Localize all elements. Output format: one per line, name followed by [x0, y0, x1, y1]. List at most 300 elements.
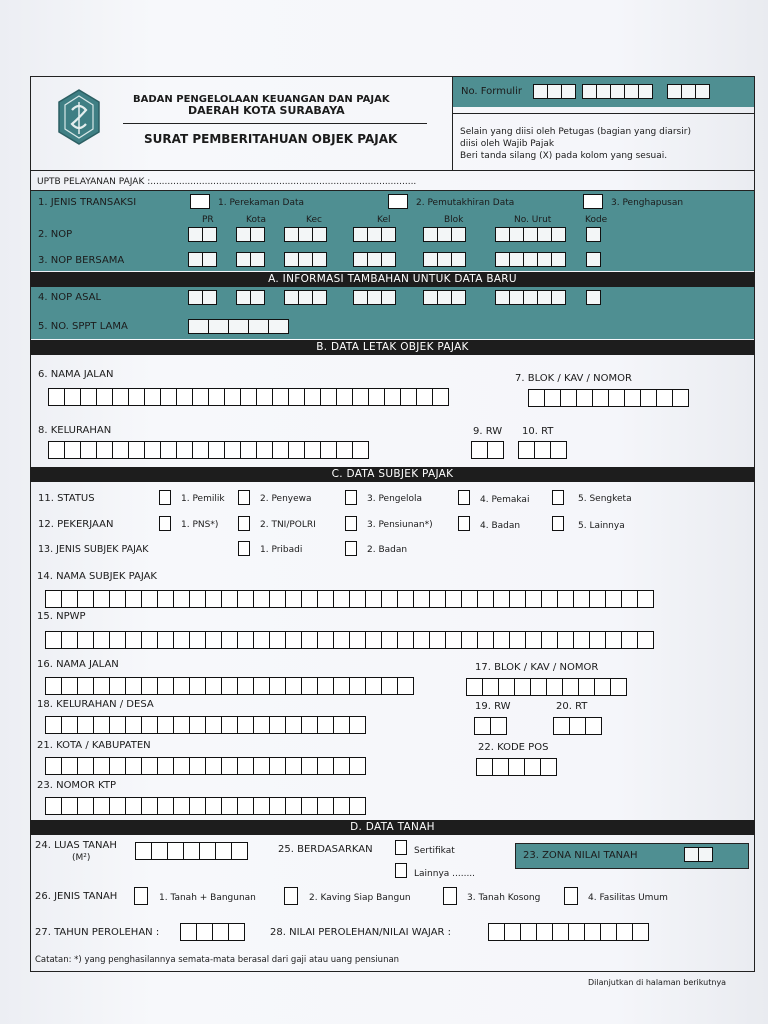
char-box[interactable] [365, 631, 382, 649]
char-box[interactable] [624, 389, 641, 407]
char-box[interactable] [173, 590, 190, 608]
char-box[interactable] [80, 388, 97, 406]
char-box[interactable] [594, 678, 611, 696]
char-box[interactable] [269, 631, 286, 649]
char-box[interactable] [544, 389, 561, 407]
char-box[interactable] [109, 797, 126, 815]
char-box[interactable] [349, 797, 366, 815]
char-box[interactable] [237, 797, 254, 815]
f25-opt2-checkbox[interactable] [395, 863, 407, 878]
char-box[interactable] [221, 797, 238, 815]
char-box[interactable] [183, 842, 200, 860]
char-box[interactable] [333, 677, 350, 695]
nopa-kec-boxes[interactable] [284, 290, 326, 305]
char-box[interactable] [621, 590, 638, 608]
char-box[interactable] [534, 441, 551, 459]
f26-opt2-checkbox[interactable] [284, 887, 298, 905]
char-box[interactable] [96, 388, 113, 406]
char-box[interactable] [157, 716, 174, 734]
char-box[interactable] [504, 923, 521, 941]
f13-opt1-checkbox[interactable] [238, 541, 250, 556]
char-box[interactable] [125, 631, 142, 649]
char-box[interactable] [93, 757, 110, 775]
char-box[interactable] [45, 677, 62, 695]
char-box[interactable] [109, 590, 126, 608]
char-box[interactable] [109, 716, 126, 734]
f13-opt2-checkbox[interactable] [345, 541, 357, 556]
f22-boxes[interactable] [476, 758, 556, 773]
char-box[interactable] [301, 797, 318, 815]
char-box[interactable] [349, 677, 366, 695]
char-box[interactable] [93, 631, 110, 649]
char-box[interactable] [477, 590, 494, 608]
char-box[interactable] [189, 590, 206, 608]
char-box[interactable] [64, 388, 81, 406]
char-box[interactable] [333, 631, 350, 649]
char-box[interactable] [557, 631, 574, 649]
char-box[interactable] [64, 441, 81, 459]
char-box[interactable] [301, 631, 318, 649]
char-box[interactable] [144, 388, 161, 406]
char-box[interactable] [221, 631, 238, 649]
char-box[interactable] [585, 717, 602, 735]
char-box[interactable] [493, 590, 510, 608]
char-box[interactable] [429, 631, 446, 649]
char-box[interactable] [205, 797, 222, 815]
char-box[interactable] [288, 441, 305, 459]
char-box[interactable] [125, 590, 142, 608]
char-box[interactable] [285, 757, 302, 775]
nopa-kode-boxes[interactable] [586, 290, 600, 305]
char-box[interactable] [77, 590, 94, 608]
char-box[interactable] [461, 631, 478, 649]
char-box[interactable] [474, 717, 491, 735]
char-box[interactable] [518, 441, 535, 459]
char-box[interactable] [93, 797, 110, 815]
char-box[interactable] [93, 716, 110, 734]
char-box[interactable] [550, 441, 567, 459]
char-box[interactable] [349, 631, 366, 649]
char-box[interactable] [189, 716, 206, 734]
char-box[interactable] [400, 388, 417, 406]
char-box[interactable] [141, 716, 158, 734]
char-box[interactable] [461, 590, 478, 608]
char-box[interactable] [157, 757, 174, 775]
char-box[interactable] [333, 797, 350, 815]
char-box[interactable] [471, 441, 488, 459]
char-box[interactable] [77, 677, 94, 695]
f6-boxes[interactable] [48, 388, 448, 403]
char-box[interactable] [224, 388, 241, 406]
char-box[interactable] [151, 842, 168, 860]
char-box[interactable] [237, 677, 254, 695]
char-box[interactable] [237, 631, 254, 649]
char-box[interactable] [553, 717, 570, 735]
char-box[interactable] [336, 388, 353, 406]
char-box[interactable] [228, 923, 245, 941]
char-box[interactable] [301, 757, 318, 775]
char-box[interactable] [568, 923, 585, 941]
nopb-blok-boxes[interactable] [423, 252, 465, 267]
char-box[interactable] [221, 716, 238, 734]
char-box[interactable] [212, 923, 229, 941]
char-box[interactable] [416, 388, 433, 406]
char-box[interactable] [45, 631, 62, 649]
char-box[interactable] [93, 677, 110, 695]
char-box[interactable] [637, 590, 654, 608]
f12-opt3-checkbox[interactable] [345, 516, 357, 531]
char-box[interactable] [317, 677, 334, 695]
char-box[interactable] [189, 631, 206, 649]
f26-opt1-checkbox[interactable] [134, 887, 148, 905]
nopb-kec-boxes[interactable] [284, 252, 326, 267]
char-box[interactable] [80, 441, 97, 459]
char-box[interactable] [560, 389, 577, 407]
nopa-pr-boxes[interactable] [188, 290, 216, 305]
char-box[interactable] [546, 678, 563, 696]
char-box[interactable] [189, 677, 206, 695]
formno-boxes-2[interactable] [582, 84, 652, 99]
char-box[interactable] [77, 631, 94, 649]
char-box[interactable] [432, 388, 449, 406]
nopa-blok-boxes[interactable] [423, 290, 465, 305]
char-box[interactable] [205, 631, 222, 649]
char-box[interactable] [192, 388, 209, 406]
char-box[interactable] [557, 590, 574, 608]
char-box[interactable] [112, 441, 129, 459]
char-box[interactable] [509, 631, 526, 649]
f23-boxes[interactable] [45, 797, 365, 812]
f15-boxes[interactable] [45, 631, 653, 646]
f12-opt2-checkbox[interactable] [238, 516, 250, 531]
char-box[interactable] [141, 757, 158, 775]
char-box[interactable] [45, 757, 62, 775]
nop-pr-boxes[interactable] [188, 227, 216, 242]
char-box[interactable] [349, 716, 366, 734]
char-box[interactable] [381, 677, 398, 695]
char-box[interactable] [541, 631, 558, 649]
nop-urut-boxes[interactable] [495, 227, 565, 242]
char-box[interactable] [482, 678, 499, 696]
char-box[interactable] [208, 441, 225, 459]
char-box[interactable] [488, 923, 505, 941]
nopa-urut-boxes[interactable] [495, 290, 565, 305]
char-box[interactable] [141, 631, 158, 649]
f8-boxes[interactable] [48, 441, 368, 456]
char-box[interactable] [173, 677, 190, 695]
char-box[interactable] [413, 631, 430, 649]
f17-boxes[interactable] [466, 678, 626, 693]
f1-option-2-checkbox[interactable] [388, 194, 408, 209]
char-box[interactable] [141, 590, 158, 608]
char-box[interactable] [221, 757, 238, 775]
char-box[interactable] [317, 797, 334, 815]
char-box[interactable] [592, 389, 609, 407]
char-box[interactable] [397, 631, 414, 649]
nopa-kota-boxes[interactable] [236, 290, 264, 305]
nop-kota-boxes[interactable] [236, 227, 264, 242]
f26-opt4-checkbox[interactable] [564, 887, 578, 905]
char-box[interactable] [173, 797, 190, 815]
nop-kec-boxes[interactable] [284, 227, 326, 242]
char-box[interactable] [61, 797, 78, 815]
char-box[interactable] [125, 716, 142, 734]
char-box[interactable] [445, 631, 462, 649]
f28-boxes[interactable] [488, 923, 648, 938]
f1-option-1-checkbox[interactable] [190, 194, 210, 209]
char-box[interactable] [93, 590, 110, 608]
char-box[interactable] [285, 677, 302, 695]
char-box[interactable] [176, 388, 193, 406]
char-box[interactable] [189, 757, 206, 775]
char-box[interactable] [656, 389, 673, 407]
char-box[interactable] [77, 757, 94, 775]
char-box[interactable] [240, 441, 257, 459]
char-box[interactable] [196, 923, 213, 941]
char-box[interactable] [96, 441, 113, 459]
char-box[interactable] [610, 678, 627, 696]
char-box[interactable] [301, 590, 318, 608]
char-box[interactable] [157, 797, 174, 815]
char-box[interactable] [61, 677, 78, 695]
char-box[interactable] [141, 677, 158, 695]
char-box[interactable] [125, 677, 142, 695]
formno-boxes-3[interactable] [667, 84, 709, 99]
char-box[interactable] [205, 677, 222, 695]
char-box[interactable] [61, 590, 78, 608]
char-box[interactable] [492, 758, 509, 776]
nop-blok-boxes[interactable] [423, 227, 465, 242]
char-box[interactable] [285, 797, 302, 815]
char-box[interactable] [397, 590, 414, 608]
char-box[interactable] [48, 441, 65, 459]
char-box[interactable] [528, 389, 545, 407]
f12-opt4-checkbox[interactable] [458, 516, 470, 531]
char-box[interactable] [173, 757, 190, 775]
char-box[interactable] [605, 590, 622, 608]
char-box[interactable] [536, 923, 553, 941]
char-box[interactable] [301, 677, 318, 695]
f12-opt1-checkbox[interactable] [159, 516, 171, 531]
f21-boxes[interactable] [45, 757, 365, 772]
char-box[interactable] [672, 389, 689, 407]
char-box[interactable] [317, 631, 334, 649]
char-box[interactable] [621, 631, 638, 649]
formno-boxes-1[interactable] [533, 84, 575, 99]
char-box[interactable] [429, 590, 446, 608]
f11-opt4-checkbox[interactable] [458, 490, 470, 505]
char-box[interactable] [167, 842, 184, 860]
char-box[interactable] [632, 923, 649, 941]
char-box[interactable] [476, 758, 493, 776]
char-box[interactable] [176, 441, 193, 459]
char-box[interactable] [269, 757, 286, 775]
char-box[interactable] [413, 590, 430, 608]
char-box[interactable] [530, 678, 547, 696]
char-box[interactable] [128, 388, 145, 406]
char-box[interactable] [317, 590, 334, 608]
char-box[interactable] [285, 590, 302, 608]
nopb-kota-boxes[interactable] [236, 252, 264, 267]
f11-opt2-checkbox[interactable] [238, 490, 250, 505]
char-box[interactable] [552, 923, 569, 941]
char-box[interactable] [77, 797, 94, 815]
char-box[interactable] [365, 590, 382, 608]
char-box[interactable] [269, 797, 286, 815]
char-box[interactable] [135, 842, 152, 860]
char-box[interactable] [336, 441, 353, 459]
char-box[interactable] [205, 757, 222, 775]
f26-opt3-checkbox[interactable] [443, 887, 457, 905]
char-box[interactable] [381, 590, 398, 608]
char-box[interactable] [525, 590, 542, 608]
char-box[interactable] [508, 758, 525, 776]
f11-opt1-checkbox[interactable] [159, 490, 171, 505]
nopb-pr-boxes[interactable] [188, 252, 216, 267]
char-box[interactable] [584, 923, 601, 941]
f14-boxes[interactable] [45, 590, 653, 605]
char-box[interactable] [157, 677, 174, 695]
nop-kel-boxes[interactable] [353, 227, 395, 242]
char-box[interactable] [45, 716, 62, 734]
char-box[interactable] [493, 631, 510, 649]
char-box[interactable] [237, 757, 254, 775]
sppt-lama-boxes[interactable] [188, 319, 288, 334]
char-box[interactable] [157, 631, 174, 649]
nopb-urut-boxes[interactable] [495, 252, 565, 267]
char-box[interactable] [253, 631, 270, 649]
char-box[interactable] [253, 716, 270, 734]
char-box[interactable] [128, 441, 145, 459]
char-box[interactable] [173, 631, 190, 649]
f18-boxes[interactable] [45, 716, 365, 731]
f25-opt1-checkbox[interactable] [395, 840, 407, 855]
char-box[interactable] [285, 716, 302, 734]
char-box[interactable] [205, 716, 222, 734]
char-box[interactable] [192, 441, 209, 459]
nopb-kel-boxes[interactable] [353, 252, 395, 267]
nopb-kode-boxes[interactable] [586, 252, 600, 267]
char-box[interactable] [125, 797, 142, 815]
char-box[interactable] [573, 631, 590, 649]
char-box[interactable] [253, 797, 270, 815]
char-box[interactable] [61, 716, 78, 734]
char-box[interactable] [144, 441, 161, 459]
char-box[interactable] [317, 716, 334, 734]
f19-boxes[interactable] [474, 717, 506, 732]
f9-boxes[interactable] [471, 441, 503, 456]
char-box[interactable] [525, 631, 542, 649]
f1-option-3-checkbox[interactable] [583, 194, 603, 209]
char-box[interactable] [333, 716, 350, 734]
f11-opt5-checkbox[interactable] [552, 490, 564, 505]
char-box[interactable] [77, 716, 94, 734]
char-box[interactable] [224, 441, 241, 459]
char-box[interactable] [157, 590, 174, 608]
char-box[interactable] [477, 631, 494, 649]
zona-boxes[interactable] [684, 847, 712, 862]
nopa-kel-boxes[interactable] [353, 290, 395, 305]
char-box[interactable] [288, 388, 305, 406]
char-box[interactable] [637, 631, 654, 649]
char-box[interactable] [61, 631, 78, 649]
char-box[interactable] [112, 388, 129, 406]
f11-opt3-checkbox[interactable] [345, 490, 357, 505]
char-box[interactable] [466, 678, 483, 696]
char-box[interactable] [109, 631, 126, 649]
char-box[interactable] [141, 797, 158, 815]
char-box[interactable] [520, 923, 537, 941]
char-box[interactable] [397, 677, 414, 695]
f16-boxes[interactable] [45, 677, 413, 692]
char-box[interactable] [269, 677, 286, 695]
char-box[interactable] [304, 441, 321, 459]
char-box[interactable] [320, 388, 337, 406]
f10-boxes[interactable] [518, 441, 566, 456]
char-box[interactable] [605, 631, 622, 649]
char-box[interactable] [48, 388, 65, 406]
char-box[interactable] [160, 441, 177, 459]
char-box[interactable] [368, 388, 385, 406]
char-box[interactable] [333, 590, 350, 608]
char-box[interactable] [490, 717, 507, 735]
char-box[interactable] [445, 590, 462, 608]
char-box[interactable] [237, 590, 254, 608]
char-box[interactable] [514, 678, 531, 696]
char-box[interactable] [365, 677, 382, 695]
char-box[interactable] [125, 757, 142, 775]
char-box[interactable] [600, 923, 617, 941]
f7-boxes[interactable] [528, 389, 688, 404]
char-box[interactable] [304, 388, 321, 406]
char-box[interactable] [208, 388, 225, 406]
char-box[interactable] [221, 590, 238, 608]
char-box[interactable] [524, 758, 541, 776]
char-box[interactable] [269, 716, 286, 734]
char-box[interactable] [285, 631, 302, 649]
char-box[interactable] [272, 388, 289, 406]
char-box[interactable] [45, 590, 62, 608]
char-box[interactable] [589, 590, 606, 608]
char-box[interactable] [381, 631, 398, 649]
char-box[interactable] [487, 441, 504, 459]
char-box[interactable] [349, 590, 366, 608]
char-box[interactable] [253, 590, 270, 608]
char-box[interactable] [253, 757, 270, 775]
char-box[interactable] [317, 757, 334, 775]
char-box[interactable] [589, 631, 606, 649]
char-box[interactable] [45, 797, 62, 815]
char-box[interactable] [240, 388, 257, 406]
char-box[interactable] [173, 716, 190, 734]
char-box[interactable] [608, 389, 625, 407]
f24-boxes[interactable] [135, 842, 247, 857]
char-box[interactable] [272, 441, 289, 459]
f12-opt5-checkbox[interactable] [552, 516, 564, 531]
char-box[interactable] [352, 388, 369, 406]
char-box[interactable] [269, 590, 286, 608]
char-box[interactable] [540, 758, 557, 776]
char-box[interactable] [320, 441, 337, 459]
char-box[interactable] [509, 590, 526, 608]
char-box[interactable] [253, 677, 270, 695]
char-box[interactable] [61, 757, 78, 775]
char-box[interactable] [231, 842, 248, 860]
char-box[interactable] [640, 389, 657, 407]
char-box[interactable] [384, 388, 401, 406]
char-box[interactable] [352, 441, 369, 459]
char-box[interactable] [221, 677, 238, 695]
